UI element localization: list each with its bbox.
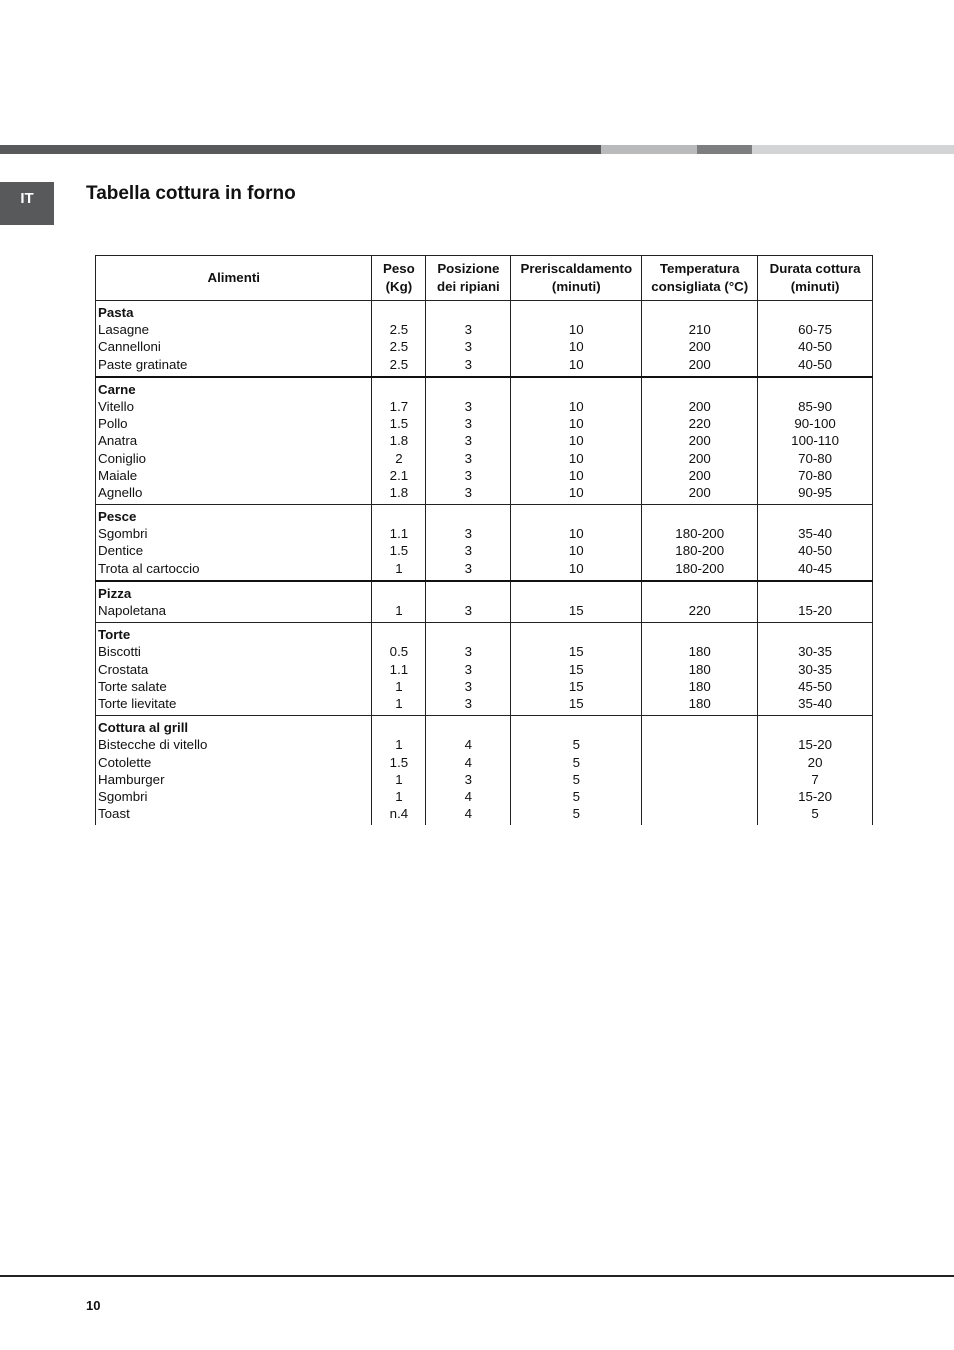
cell-value: 200 — [688, 356, 711, 372]
peso-cell — [372, 716, 426, 826]
cell-value: 70-80 — [798, 450, 833, 466]
cell-value: 180 — [688, 678, 711, 694]
food-cell — [96, 581, 372, 623]
food-name: Trota al cartoccio — [98, 560, 200, 576]
cell-value: 180-200 — [675, 526, 725, 542]
cell-value: 3 — [464, 467, 473, 483]
cell-value: 3 — [464, 356, 473, 372]
cell-value: 10 — [568, 560, 584, 576]
cell-value: 200 — [688, 433, 711, 449]
col-header-alimenti: Alimenti — [96, 256, 372, 301]
cell-value: 5 — [811, 806, 819, 822]
temperatura-cell — [642, 301, 758, 377]
peso-cell — [372, 301, 426, 377]
cell-value: 40-50 — [798, 356, 833, 372]
cell-value: 40-50 — [798, 339, 833, 355]
cell-value: 1 — [395, 696, 403, 711]
food-name: Maiale — [98, 467, 138, 483]
food-name: Cannelloni — [98, 339, 161, 355]
cell-value: 0.5 — [389, 644, 409, 660]
cell-value: 90-95 — [798, 484, 833, 500]
food-name: Cotolette — [98, 754, 152, 770]
col-header-posizione: Posizione dei ripiani — [426, 256, 511, 301]
table-header — [96, 256, 873, 301]
temperatura-cell — [642, 377, 758, 505]
table-group-row — [96, 581, 873, 623]
cell-value: 15-20 — [798, 788, 833, 804]
table-group-row — [96, 301, 873, 377]
food-name: Coniglio — [98, 450, 147, 466]
table-group-row — [96, 716, 873, 826]
cell-value: 1.8 — [389, 433, 409, 449]
cell-value: 5 — [572, 754, 580, 770]
cell-value: 60-75 — [798, 322, 833, 338]
cell-value: 10 — [568, 398, 584, 414]
posizione-cell — [426, 377, 511, 505]
header-bar-segment — [697, 145, 752, 154]
durata-cell — [758, 505, 873, 581]
cell-value: 10 — [568, 416, 584, 432]
cell-value: 1.1 — [389, 661, 409, 677]
durata-cell — [758, 301, 873, 377]
cell-value: 15 — [568, 603, 584, 619]
temperatura-cell — [642, 716, 758, 826]
food-name: Dentice — [98, 543, 144, 559]
cell-value: 15 — [568, 644, 584, 660]
cell-value: 4 — [464, 754, 473, 770]
food-name: Crostata — [98, 661, 149, 677]
posizione-cell — [426, 581, 511, 623]
header-row — [96, 256, 873, 301]
cell-value: 220 — [688, 416, 711, 432]
cell-value: 200 — [688, 339, 711, 355]
posizione-cell — [426, 505, 511, 581]
cell-value — [642, 805, 757, 822]
cell-value: 3 — [464, 678, 473, 694]
cell-value: 10 — [568, 484, 584, 500]
cell-value: 15-20 — [798, 737, 833, 753]
food-name: Sgombri — [98, 788, 148, 804]
cell-value: 220 — [688, 603, 711, 619]
cell-value: 200 — [688, 398, 711, 414]
food-name: Paste gratinate — [98, 356, 188, 372]
cell-value: 1.8 — [389, 484, 409, 500]
cell-value: 10 — [568, 543, 584, 559]
peso-cell — [372, 377, 426, 505]
cell-value: 1 — [395, 788, 403, 804]
page-title: Tabella cottura in forno — [86, 183, 296, 204]
cell-value — [642, 771, 757, 788]
food-name: Vitello — [98, 398, 134, 414]
cell-value: 1 — [395, 560, 403, 576]
cell-value: 3 — [464, 450, 473, 466]
cell-value: 200 — [688, 484, 711, 500]
cell-value: 180 — [688, 644, 711, 660]
cell-value: 4 — [464, 806, 473, 822]
table-group-row — [96, 377, 873, 505]
cell-value: 5 — [572, 771, 580, 787]
food-name: Bistecche di vitello — [98, 737, 208, 753]
cell-value: 3 — [464, 644, 473, 660]
group-name: Torte — [98, 627, 131, 643]
cell-value: 2.1 — [389, 467, 409, 483]
cell-value: 10 — [568, 356, 584, 372]
group-name: Carne — [98, 381, 136, 397]
food-name: Lasagne — [98, 322, 150, 338]
durata-cell — [758, 377, 873, 505]
food-name: Anatra — [98, 433, 138, 449]
cell-value: 1.1 — [389, 526, 409, 542]
group-name: Pizza — [98, 585, 132, 601]
food-name: Torte salate — [98, 678, 167, 694]
group-name: Pesce — [98, 509, 137, 525]
cell-value: 10 — [568, 433, 584, 449]
cell-value: 20 — [807, 754, 823, 770]
cell-value: 35-40 — [798, 696, 833, 711]
cell-value: 1 — [395, 737, 403, 753]
peso-cell — [372, 505, 426, 581]
food-name: Toast — [98, 806, 130, 822]
header-bar-segment — [0, 145, 601, 154]
cell-value: 30-35 — [798, 661, 833, 677]
cell-value: 90-100 — [794, 416, 836, 432]
cell-value: 40-50 — [798, 543, 833, 559]
cell-value: 5 — [572, 806, 580, 822]
cell-value: 1 — [395, 678, 403, 694]
cell-value: 3 — [464, 416, 473, 432]
cell-value: 180-200 — [675, 543, 725, 559]
cell-value: 210 — [688, 322, 711, 338]
cell-value: 4 — [464, 788, 473, 804]
cell-value: 85-90 — [798, 398, 833, 414]
header-bar-segment — [601, 145, 697, 154]
cell-value: 15 — [568, 678, 584, 694]
preriscaldamento-cell — [511, 623, 642, 716]
cell-value: 40-45 — [798, 560, 833, 576]
food-cell — [96, 377, 372, 505]
cell-value — [642, 754, 757, 771]
cell-value: 10 — [568, 467, 584, 483]
cell-value: 5 — [572, 788, 580, 804]
preriscaldamento-cell — [511, 581, 642, 623]
header-bar-segment — [752, 145, 954, 154]
posizione-cell — [426, 716, 511, 826]
cell-value: 100-110 — [791, 433, 839, 449]
cell-value: 1 — [395, 603, 403, 619]
posizione-cell — [426, 623, 511, 716]
food-name: Agnello — [98, 484, 143, 500]
preriscaldamento-cell — [511, 716, 642, 826]
cell-value: 2.5 — [389, 356, 409, 372]
cell-value: 3 — [464, 560, 473, 576]
food-name: Hamburger — [98, 771, 165, 787]
peso-cell — [372, 581, 426, 623]
cell-value: 1.7 — [389, 398, 409, 414]
cell-value: 35-40 — [798, 526, 833, 542]
cell-value: 15 — [568, 661, 584, 677]
peso-cell — [372, 623, 426, 716]
cell-value: 2.5 — [389, 339, 409, 355]
food-name: Torte lievitate — [98, 696, 177, 712]
temperatura-cell — [642, 623, 758, 716]
cell-value: 3 — [464, 603, 473, 619]
food-name: Napoletana — [98, 603, 167, 619]
col-header-temperatura: Temperatura consigliata (°C) — [642, 256, 758, 301]
cell-value: 3 — [464, 398, 473, 414]
cooking-table — [95, 255, 873, 825]
table-group-row — [96, 623, 873, 716]
durata-cell — [758, 623, 873, 716]
cell-value: 200 — [688, 467, 711, 483]
cell-value: 4 — [464, 737, 473, 753]
table-group-row — [96, 505, 873, 581]
cell-value — [642, 788, 757, 805]
temperatura-cell — [642, 505, 758, 581]
cell-value: 15-20 — [798, 603, 833, 619]
cell-value: 10 — [568, 526, 584, 542]
cell-value: 45-50 — [798, 678, 833, 694]
cell-value — [642, 736, 757, 753]
food-cell — [96, 623, 372, 716]
food-name: Biscotti — [98, 644, 141, 660]
posizione-cell — [426, 301, 511, 377]
food-name: Pollo — [98, 416, 128, 432]
cell-value: 1 — [395, 771, 403, 787]
preriscaldamento-cell — [511, 301, 642, 377]
header-color-bar — [0, 145, 954, 154]
cell-value: 3 — [464, 526, 473, 542]
cell-value: 180 — [688, 696, 711, 711]
cell-value: 10 — [568, 450, 584, 466]
cell-value: 180 — [688, 661, 711, 677]
cell-value: 10 — [568, 339, 584, 355]
cell-value: 180-200 — [675, 560, 725, 576]
cell-value: 3 — [464, 543, 473, 559]
cell-value: 70-80 — [798, 467, 833, 483]
cell-value: 15 — [568, 696, 584, 711]
cell-value: 1.5 — [389, 543, 409, 559]
cell-value: 30-35 — [798, 644, 833, 660]
col-header-preriscaldamento: Preriscaldamento (minuti) — [511, 256, 642, 301]
temperatura-cell — [642, 581, 758, 623]
footer-rule — [0, 1275, 954, 1277]
cell-value: 5 — [572, 737, 580, 753]
cell-value: n.4 — [389, 806, 409, 822]
cell-value: 3 — [464, 771, 473, 787]
cell-value: 3 — [464, 484, 473, 500]
page-number: 10 — [86, 1298, 101, 1313]
cell-value: 3 — [464, 322, 473, 338]
cell-value: 3 — [464, 661, 473, 677]
food-cell — [96, 716, 372, 826]
cell-value: 10 — [568, 322, 584, 338]
food-name: Sgombri — [98, 526, 148, 542]
cell-value: 3 — [464, 433, 473, 449]
col-header-durata: Durata cottura (minuti) — [758, 256, 873, 301]
cell-value: 7 — [811, 771, 819, 787]
language-tab: IT — [0, 182, 54, 225]
cell-value: 200 — [688, 450, 711, 466]
col-header-peso: Peso (Kg) — [372, 256, 426, 301]
group-name: Pasta — [98, 305, 134, 320]
cell-value: 2.5 — [389, 322, 409, 338]
cell-value: 1.5 — [389, 754, 409, 770]
durata-cell — [758, 716, 873, 826]
durata-cell — [758, 581, 873, 623]
food-cell — [96, 505, 372, 581]
group-name: Cottura al grill — [98, 720, 189, 736]
preriscaldamento-cell — [511, 505, 642, 581]
preriscaldamento-cell — [511, 377, 642, 505]
cell-value: 3 — [464, 696, 473, 711]
cell-value: 2 — [395, 450, 403, 466]
cell-value: 1.5 — [389, 416, 409, 432]
cell-value: 3 — [464, 339, 473, 355]
table-body — [96, 301, 873, 826]
food-cell — [96, 301, 372, 377]
